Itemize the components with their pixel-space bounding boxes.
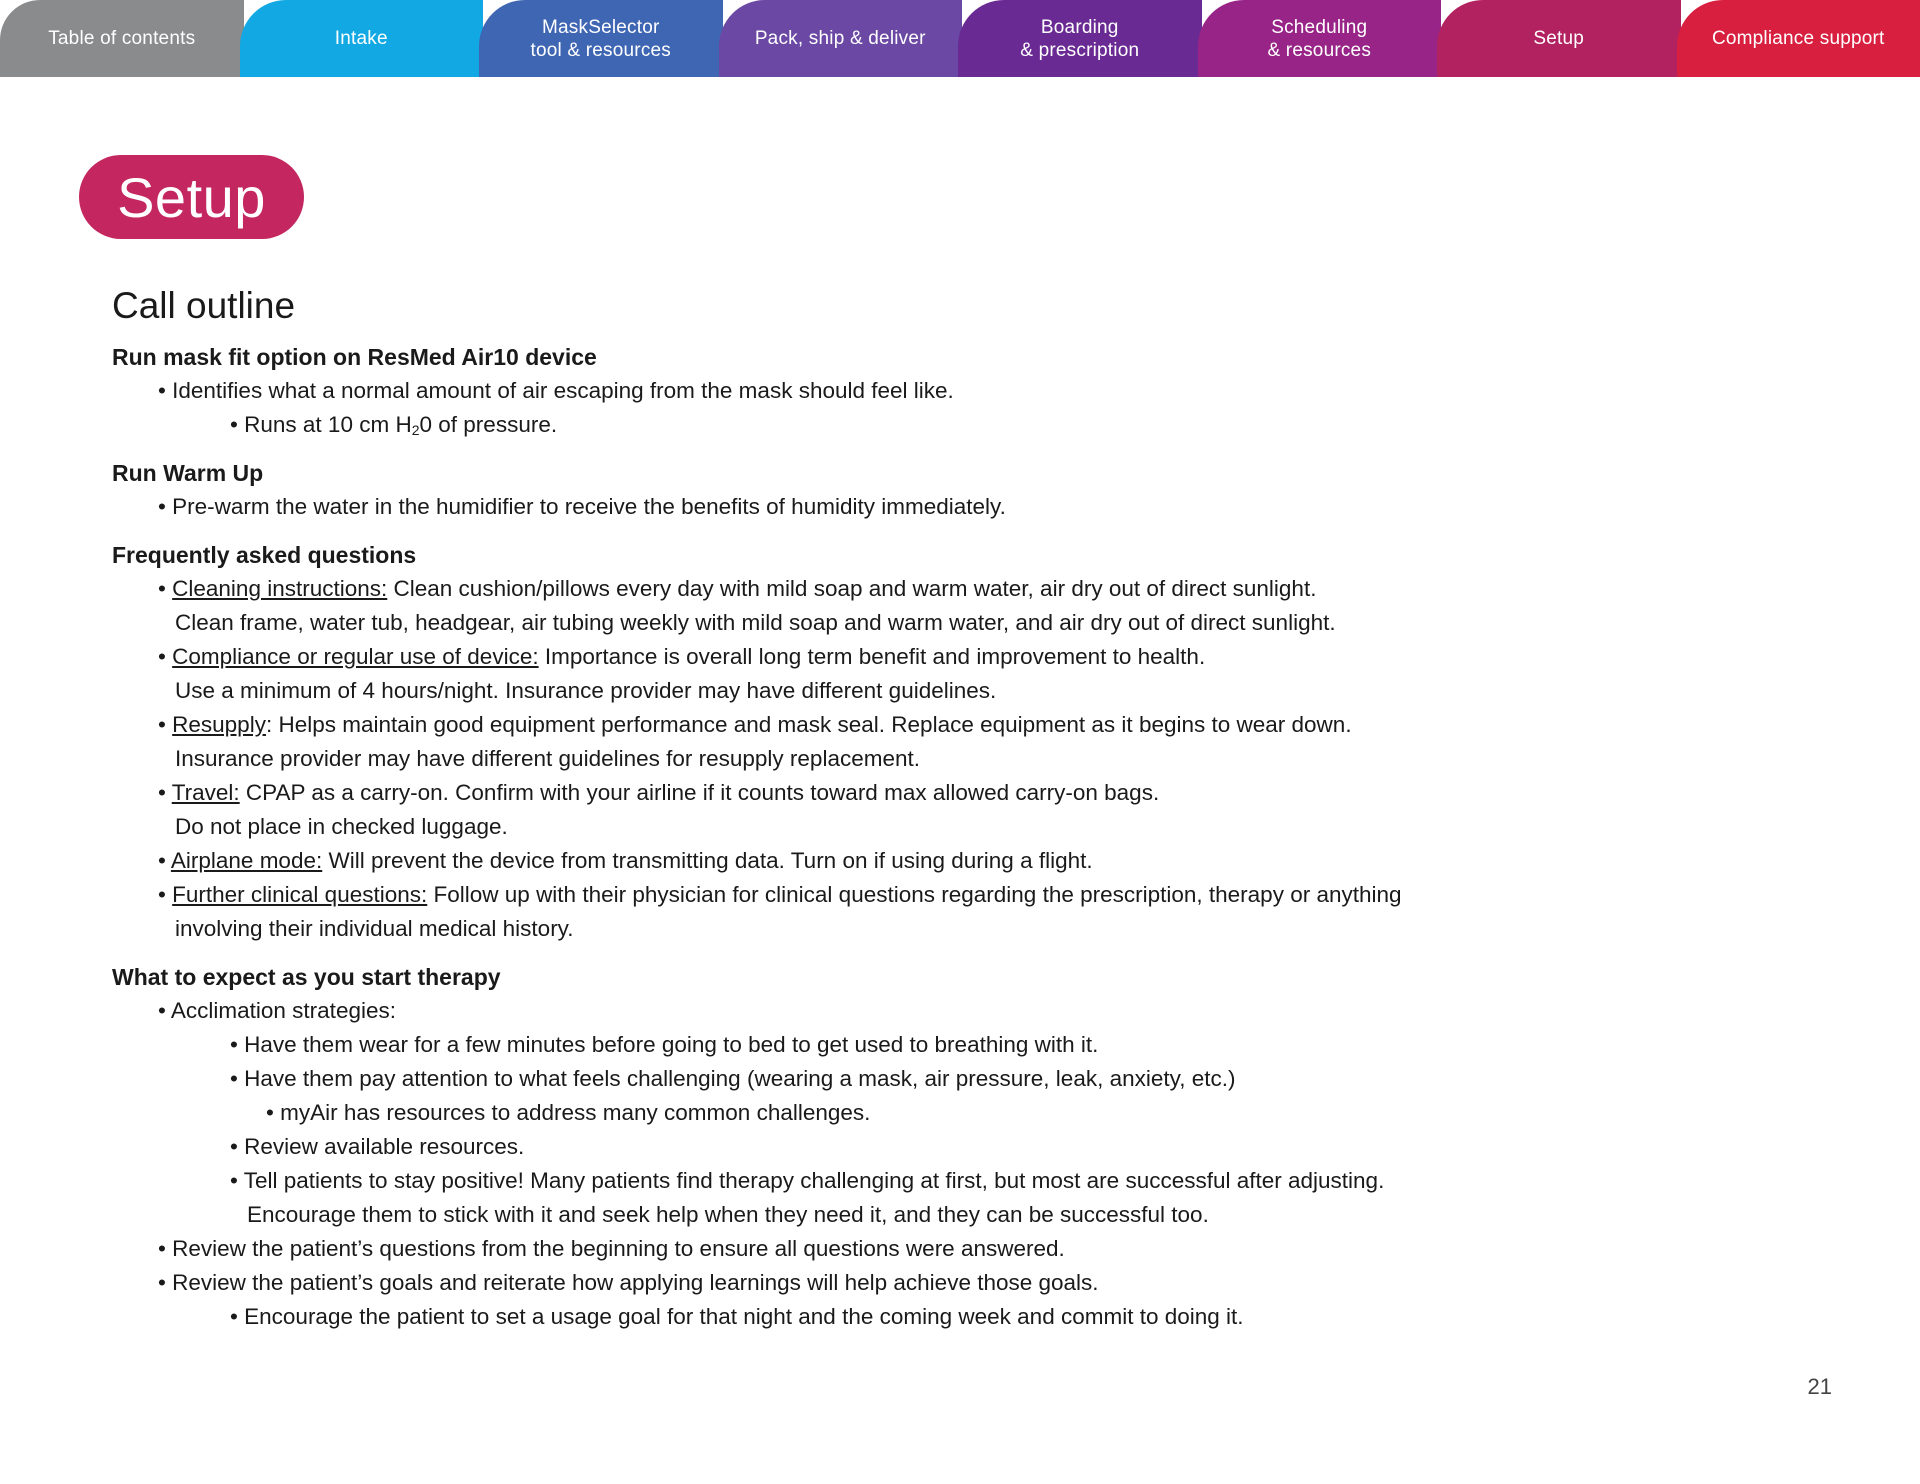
call-outline-content [112, 282, 1612, 1348]
tab-setup[interactable]: Setup [1437, 0, 1681, 77]
list-item: • Identifies what a normal amount of air escaping from the mask should feel like. [158, 378, 954, 403]
list-item: • myAir has resources to address many common challenges. [266, 1100, 871, 1125]
warm-up-section [112, 456, 1612, 524]
faq-item: • Cleaning instructions: Clean cushion/pillows every day with mild soap and warm water, air dry out of direct sunlight. [158, 576, 1317, 601]
list-item: • Have them pay attention to what feels challenging (wearing a mask, air pressure, leak, anxiety, etc.) [230, 1066, 1236, 1091]
warm-up-heading: Run Warm Up [112, 460, 264, 486]
faq-text: Follow up with their physician for clinical questions regarding the prescription, therapy or anything [427, 882, 1402, 907]
list-item-continuation: Encourage them to stick with it and seek help when they need it, and they can be successful too. [247, 1202, 1209, 1227]
list-item-text: Runs at 10 cm H [244, 412, 412, 437]
list-item: • Pre-warm the water in the humidifier to receive the benefits of humidity immediately. [158, 494, 1006, 519]
faq-heading: Frequently asked questions [112, 542, 417, 568]
faq-item-continuation: Clean frame, water tub, headgear, air tubing weekly with mild soap and warm water, and air dry out of direct sunlight. [175, 610, 1336, 635]
subscript-2: 2 [411, 422, 420, 438]
list-item: • Review the patient’s goals and reiterate how applying learnings will help achieve those goals. [158, 1270, 1099, 1295]
section-nav-tabs [0, 0, 1920, 77]
faq-section [112, 538, 1612, 946]
faq-item-continuation: involving their individual medical history. [175, 916, 574, 941]
faq-item: • Resupply: Helps maintain good equipment performance and mask seal. Replace equipment as it begins to wear down. [158, 712, 1352, 737]
page-number: 21 [1807, 1374, 1832, 1399]
therapy-section [112, 960, 1612, 1334]
faq-text: Clean cushion/pillows every day with mild soap and warm water, air dry out of direct sunlight. [387, 576, 1317, 601]
list-item-text: Acclimation strategies: [170, 998, 396, 1023]
faq-text: : Helps maintain good equipment performance and mask seal. Replace equipment as it begins to wear down. [265, 712, 1352, 737]
therapy-heading: What to expect as you start therapy [112, 964, 501, 990]
tab-intake[interactable]: Intake [240, 0, 484, 77]
mask-fit-heading: Run mask fit option on ResMed Air10 device [112, 344, 597, 370]
faq-item: • Travel: CPAP as a carry-on. Confirm with your airline if it counts toward max allowed carry-on bags. [158, 780, 1160, 805]
list-item-text: Review the patient’s goals and reiterate how applying learnings will help achieve those goals. [172, 1270, 1099, 1295]
list-item-text: 0 of pressure. [419, 412, 558, 437]
list-item-text: myAir has resources to address many common challenges. [280, 1100, 871, 1125]
section-title: Call outline [112, 285, 296, 326]
list-item: • Encourage the patient to set a usage goal for that night and the coming week and commit to doing it. [230, 1304, 1244, 1329]
list-item-text: Identifies what a normal amount of air escaping from the mask should feel like. [172, 378, 954, 403]
tab-pack-ship-deliver[interactable]: Pack, ship & deliver [719, 0, 963, 77]
list-item-text: Have them pay attention to what feels challenging (wearing a mask, air pressure, leak, anxiety, etc.) [244, 1066, 1236, 1091]
list-item: • Have them wear for a few minutes before going to bed to get used to breathing with it. [230, 1032, 1099, 1057]
tab-maskselector[interactable]: MaskSelector tool & resources [479, 0, 723, 77]
faq-term: Compliance or regular use of device: [172, 644, 539, 669]
page-title: Setup [79, 155, 304, 239]
mask-fit-section [112, 340, 1612, 442]
faq-item-continuation: Insurance provider may have different guidelines for resupply replacement. [175, 746, 920, 771]
tab-boarding-prescription[interactable]: Boarding & prescription [958, 0, 1202, 77]
faq-term: Resupply [172, 712, 266, 737]
faq-text: CPAP as a carry-on. Confirm with your airline if it counts toward max allowed carry-on bags. [239, 780, 1160, 805]
list-item-text: Have them wear for a few minutes before going to bed to get used to breathing with it. [244, 1032, 1099, 1057]
faq-term: Airplane mode: [170, 848, 323, 873]
list-item-text: Review available resources. [244, 1134, 525, 1159]
list-item-text: Pre-warm the water in the humidifier to receive the benefits of humidity immediately. [172, 494, 1006, 519]
list-item-text: Review the patient’s questions from the beginning to ensure all questions were answered. [172, 1236, 1065, 1261]
faq-item: • Compliance or regular use of device: Importance is overall long term benefit and improvement to health. [158, 644, 1206, 669]
list-item: • Acclimation strategies: [158, 998, 396, 1023]
faq-term: Further clinical questions: [172, 882, 428, 907]
list-item: • Review available resources. [230, 1134, 525, 1159]
faq-item-continuation: Use a minimum of 4 hours/night. Insurance provider may have different guidelines. [175, 678, 997, 703]
list-item-text: Tell patients to stay positive! Many patients find therapy challenging at first, but most are successful after adjusting. [243, 1168, 1385, 1193]
faq-text: Importance is overall long term benefit and improvement to health. [538, 644, 1206, 669]
faq-item-continuation: Do not place in checked luggage. [175, 814, 508, 839]
list-item: • Runs at 10 cm $H_20$ of pressure. [230, 412, 558, 438]
tab-table-of-contents[interactable]: Table of contents [0, 0, 244, 77]
list-item: • Tell patients to stay positive! Many patients find therapy challenging at first, but most are successful after adjusting. [230, 1168, 1385, 1193]
list-item: • Review the patient’s questions from the beginning to ensure all questions were answered. [158, 1236, 1065, 1261]
faq-term: Cleaning instructions: [172, 576, 388, 601]
faq-item: • Further clinical questions: Follow up with their physician for clinical questions regarding the prescription, therapy or anything [158, 882, 1402, 907]
faq-item: • Airplane mode: Will prevent the device from transmitting data. Turn on if using during a flight. [158, 848, 1093, 873]
faq-text: Will prevent the device from transmitting data. Turn on if using during a flight. [322, 848, 1093, 873]
list-item-text: Encourage the patient to set a usage goal for that night and the coming week and commit to doing it. [244, 1304, 1244, 1329]
tab-scheduling-resources[interactable]: Scheduling & resources [1198, 0, 1442, 77]
tab-compliance-support[interactable]: Compliance support [1677, 0, 1920, 77]
faq-term: Travel: [171, 780, 240, 805]
